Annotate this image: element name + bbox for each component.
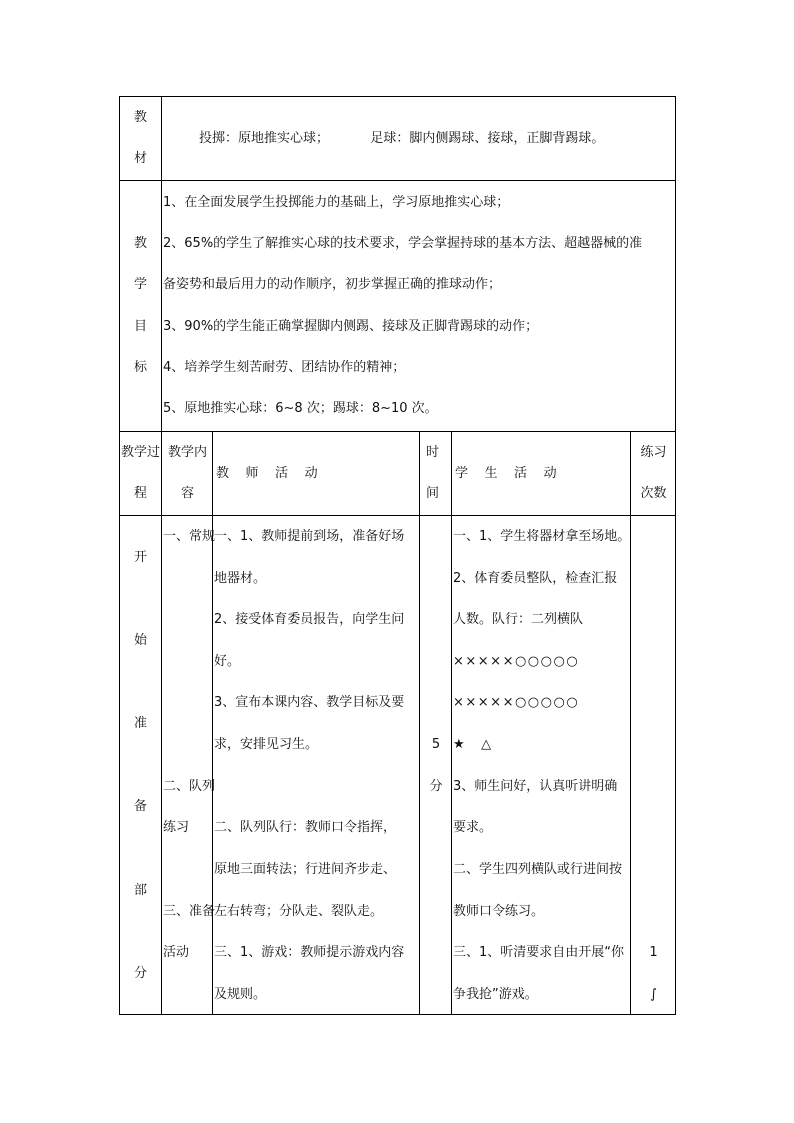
col-divider <box>630 431 631 1014</box>
objective-line: 5、原地推实心球：6~8 次；踢球：8~10 次。 <box>163 401 438 416</box>
col-divider <box>419 431 420 1014</box>
formation-row: ×××××○○○○○ <box>453 654 580 669</box>
material-label-char: 材 <box>134 151 148 166</box>
table-border-right <box>675 96 676 1015</box>
header-process: 教学过 <box>120 445 160 460</box>
formation-row: ×××××○○○○○ <box>453 695 580 710</box>
table-border-left <box>119 96 120 1015</box>
objectives-label-char: 标 <box>134 360 148 375</box>
student-line: 要求。 <box>453 820 493 835</box>
student-line: 争我抢”游戏。 <box>453 987 538 1002</box>
objective-line: 备姿势和最后用力的动作顺序，初步掌握正确的推球动作； <box>163 277 502 292</box>
teacher-line: 地器材。 <box>214 571 267 586</box>
header-practice: 练习 <box>640 445 667 460</box>
material-content: 投掷：原地推实心球； 足球：脚内侧踢球、接球，正脚背踢球。 <box>199 131 605 146</box>
header-time: 时 <box>426 445 440 460</box>
objectives-label-char: 目 <box>134 319 148 334</box>
header-practice: 次数 <box>640 486 667 501</box>
practice-count: ∫ <box>650 987 657 1002</box>
row-divider <box>119 515 676 516</box>
content-line: 二、队列 <box>163 779 216 794</box>
time-line: 5 <box>431 737 441 752</box>
table-border-top <box>119 96 676 97</box>
content-line: 一、常规 <box>163 529 216 544</box>
student-line: 教师口令练习。 <box>453 904 545 919</box>
col-divider <box>212 431 213 1014</box>
material-label-char: 教 <box>134 110 148 125</box>
teacher-line: 求，安排见习生。 <box>214 737 319 752</box>
process-char: 开 <box>134 550 148 565</box>
teacher-line: 3、宣布本课内容、教学目标及要 <box>214 695 405 710</box>
header-process: 程 <box>133 486 147 501</box>
objective-line: 4、培养学生刻苦耐劳、团结协作的精神； <box>163 360 406 375</box>
teacher-line: 二、队列队行：教师口令指挥， <box>214 820 397 835</box>
row-divider <box>119 431 676 432</box>
time-line: 分 <box>429 779 443 794</box>
objective-line: 3、90%的学生能正确掌握脚内侧踢、接球及正脚背踢球的动作； <box>163 319 539 334</box>
practice-count: 1 <box>649 945 658 960</box>
student-line: 3、师生问好，认真听讲明确 <box>453 779 618 794</box>
teacher-line: 一、1、教师提前到场，准备好场 <box>214 529 405 544</box>
process-char: 备 <box>134 799 148 814</box>
process-char: 准 <box>134 716 148 731</box>
teacher-line: 左右转弯；分队走、裂队走。 <box>214 904 384 919</box>
content-line: 活动 <box>163 945 190 960</box>
row-divider <box>119 180 676 181</box>
process-char: 始 <box>134 633 148 648</box>
student-line: 三、1、听清要求自由开展“你 <box>453 945 625 960</box>
table-border-bottom <box>119 1014 676 1015</box>
process-char: 部 <box>134 883 148 898</box>
header-content: 容 <box>180 486 194 501</box>
student-line: 二、学生四列横队或行进间按 <box>453 862 623 877</box>
objective-line: 1、在全面发展学生投掷能力的基础上，学习原地推实心球； <box>163 195 510 210</box>
student-line: 2、体育委员整队，检查汇报 <box>453 571 618 586</box>
formation-markers: ★ △ <box>453 737 492 752</box>
teacher-line: 好。 <box>214 654 241 669</box>
header-content: 教学内 <box>167 445 207 460</box>
header-time: 间 <box>426 486 440 501</box>
teacher-line: 2、接受体育委员报告，向学生问 <box>214 612 405 627</box>
col-divider <box>161 431 162 1014</box>
student-line: 人数。队行：二列横队 <box>453 612 584 627</box>
content-line: 三、准备 <box>163 904 216 919</box>
objective-line: 2、65%的学生了解推实心球的技术要求，学会掌握持球的基本方法、超越器械的准 <box>163 236 643 251</box>
header-teacher-activity: 教 师 活 动 <box>216 466 318 481</box>
teacher-line: 原地三面转法；行进间齐步走、 <box>214 862 397 877</box>
objectives-label-char: 学 <box>134 277 148 292</box>
process-char: 分 <box>134 966 148 981</box>
header-student-activity: 学 生 活 动 <box>455 466 557 481</box>
col-divider <box>161 96 162 431</box>
teacher-line: 三、1、游戏：教师提示游戏内容 <box>214 945 405 960</box>
content-line: 练习 <box>163 820 190 835</box>
objectives-label-char: 教 <box>134 236 148 251</box>
student-line: 一、1、学生将器材拿至场地。 <box>453 529 631 544</box>
teacher-line: 及规则。 <box>214 987 267 1002</box>
col-divider <box>451 431 452 1014</box>
